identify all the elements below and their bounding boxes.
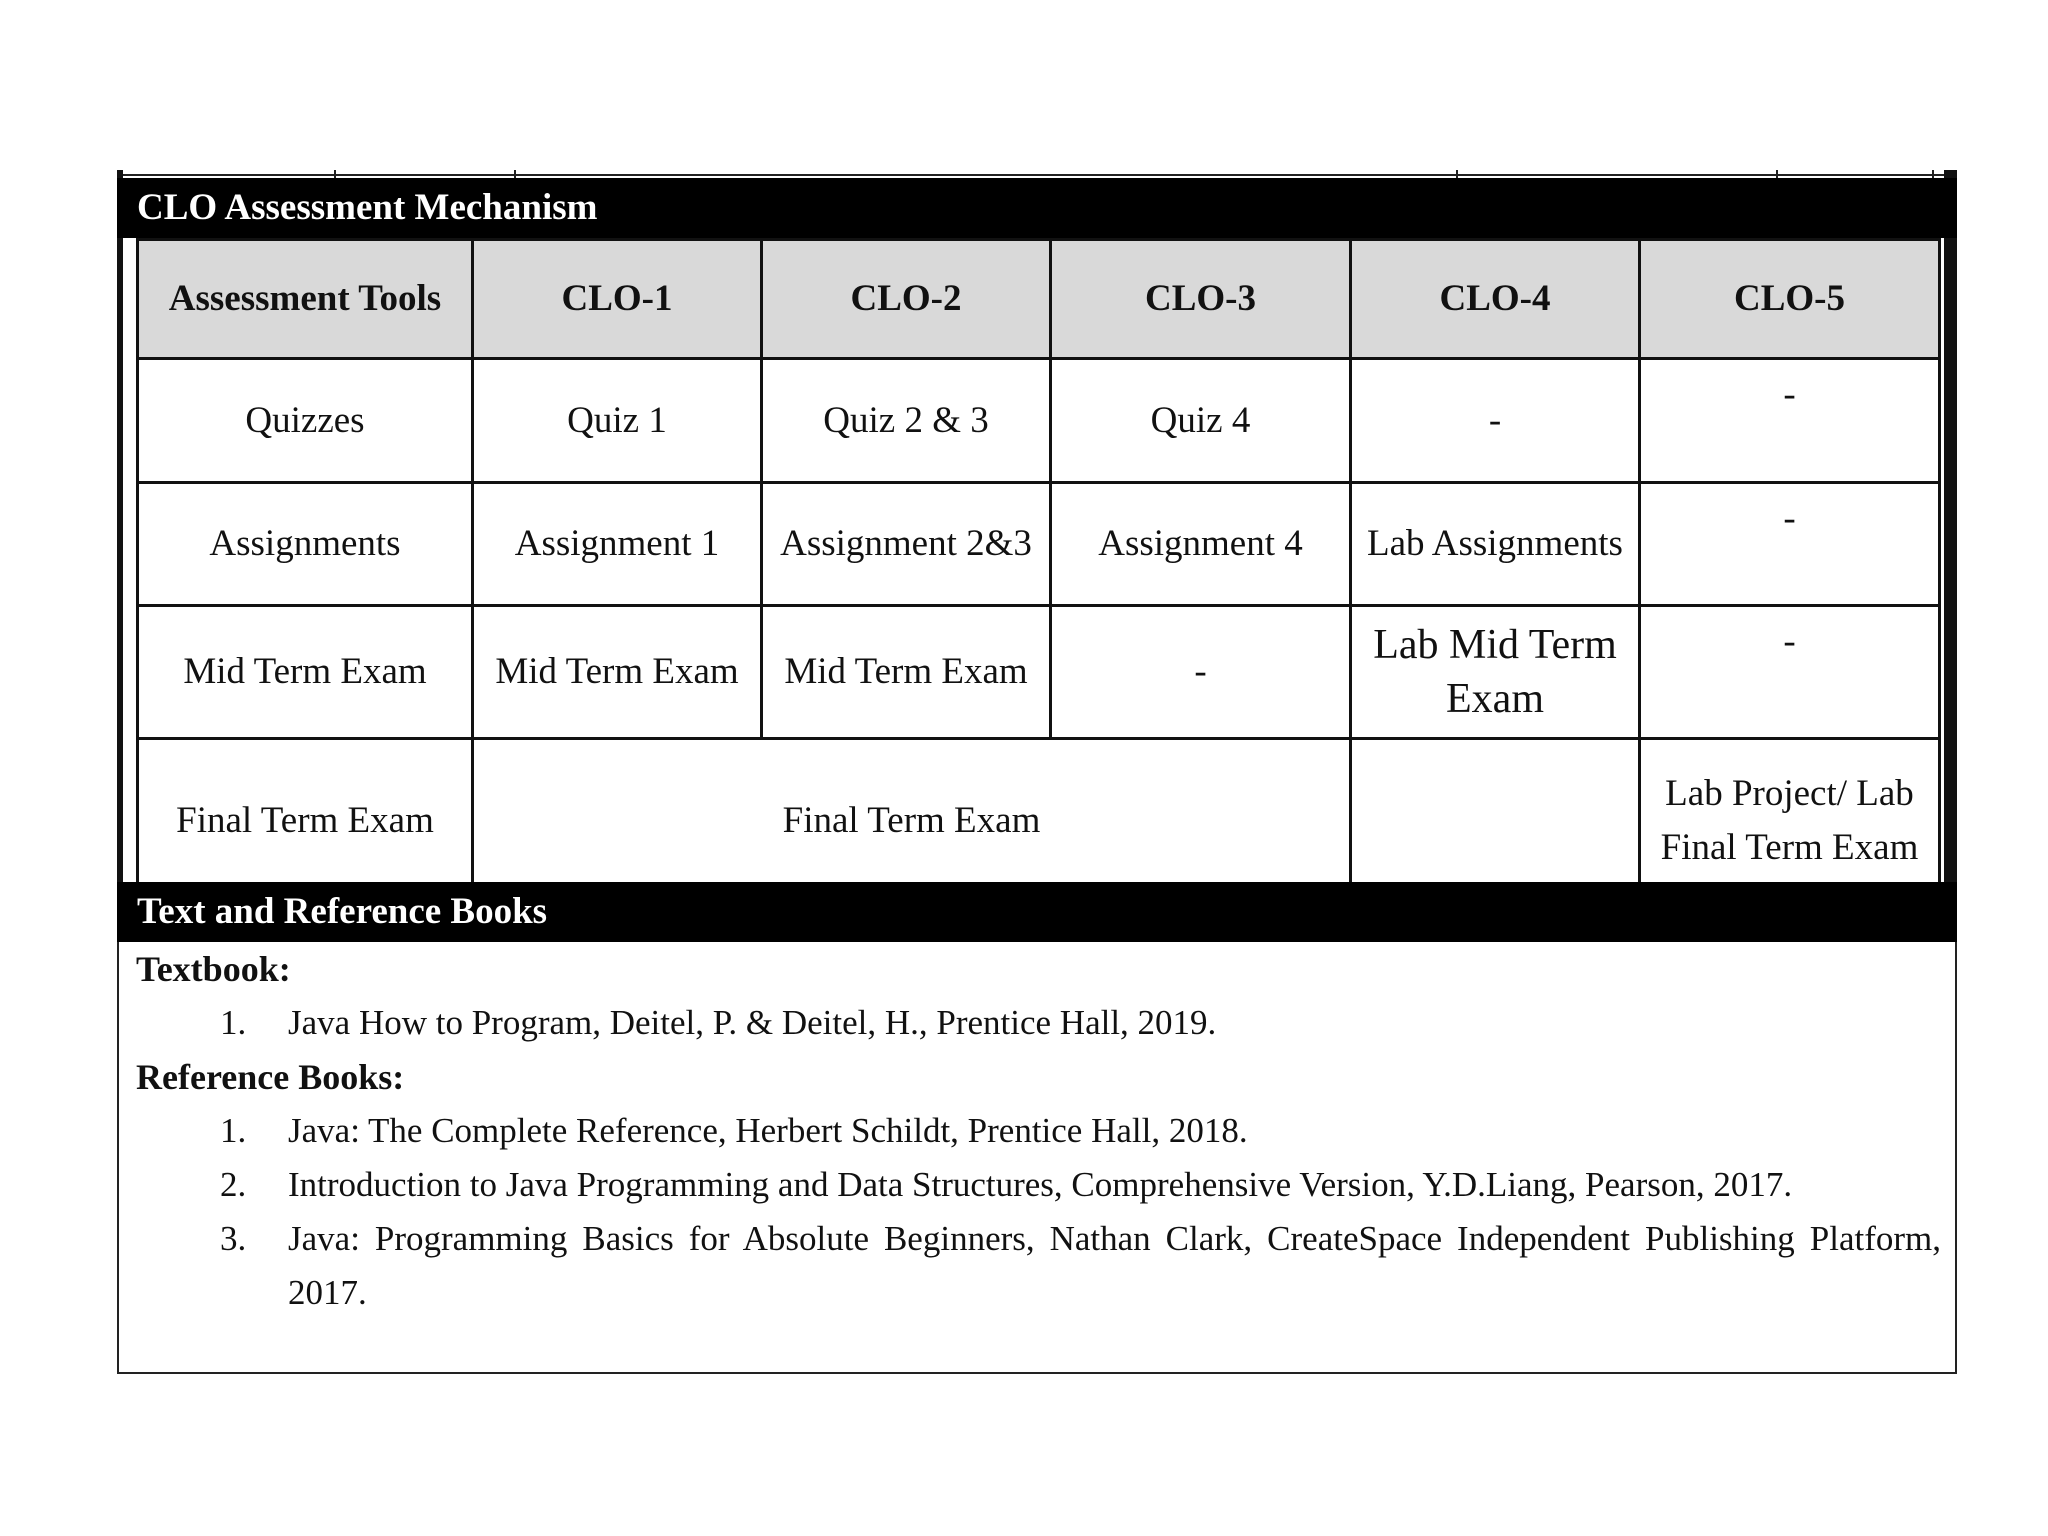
top-tick — [1456, 170, 1458, 178]
header-clo-5: CLO-5 — [1640, 240, 1940, 359]
list-number: 1. — [220, 1003, 247, 1042]
cell-clo5: - — [1640, 606, 1940, 739]
table-row-quizzes — [138, 359, 1940, 483]
cell-clo1: Assignment 1 — [473, 483, 762, 606]
header-clo-1: CLO-1 — [473, 240, 762, 359]
book-citation: Introduction to Java Programming and Data Structures, Comprehensive Version, Y.D.Liang, Pearson, 2017. — [288, 1165, 1793, 1204]
cell-clo1-to-clo3: Final Term Exam — [473, 739, 1351, 904]
clo-assessment-table — [136, 238, 1941, 905]
table-row-finalterm — [138, 739, 1940, 904]
cell-clo5: - — [1640, 359, 1940, 483]
cell-clo5: - — [1640, 483, 1940, 606]
table-row-assignments — [138, 483, 1940, 606]
top-tick — [1932, 170, 1934, 178]
book-citation: Java: Programming Basics for Absolute Beginners, Nathan Clark, CreateSpace Independent Publishing Platform, 2017. — [288, 1219, 1941, 1312]
textbook-heading: Textbook: — [136, 949, 291, 989]
cell-clo2: Assignment 2&3 — [762, 483, 1051, 606]
top-tick — [334, 170, 336, 178]
cell-clo1: Mid Term Exam — [473, 606, 762, 739]
top-tick — [1776, 170, 1778, 178]
table-header-row — [138, 240, 1940, 359]
table-row-midterm — [138, 606, 1940, 739]
cell-clo3: - — [1051, 606, 1351, 739]
list-number: 1. — [220, 1111, 247, 1150]
cell-clo4: - — [1351, 359, 1640, 483]
list-number: 3. — [220, 1219, 247, 1258]
books-section — [136, 942, 1941, 1320]
list-item — [136, 1212, 1941, 1320]
reference-heading: Reference Books: — [136, 1057, 405, 1097]
cell-clo3: Quiz 4 — [1051, 359, 1351, 483]
cell-clo4 — [1351, 739, 1640, 904]
header-clo-3: CLO-3 — [1051, 240, 1351, 359]
cell-tool: Quizzes — [138, 359, 473, 483]
frame-right-edge — [1944, 170, 1957, 882]
textbook-list — [136, 996, 1941, 1050]
books-section-title: Text and Reference Books — [117, 882, 1957, 942]
header-clo-2: CLO-2 — [762, 240, 1051, 359]
cell-tool: Assignments — [138, 483, 473, 606]
cell-clo3: Assignment 4 — [1051, 483, 1351, 606]
frame-left-edge — [117, 170, 123, 882]
cell-clo4: Lab Assignments — [1351, 483, 1640, 606]
cell-clo1: Quiz 1 — [473, 359, 762, 483]
cell-tool: Mid Term Exam — [138, 606, 473, 739]
list-item — [136, 1158, 1941, 1212]
header-assessment-tools: Assessment Tools — [138, 240, 473, 359]
book-citation: Java How to Program, Deitel, P. & Deitel, H., Prentice Hall, 2019. — [288, 1003, 1217, 1042]
cell-clo2: Quiz 2 & 3 — [762, 359, 1051, 483]
list-number: 2. — [220, 1165, 247, 1204]
reference-list — [136, 1104, 1941, 1320]
cell-clo2: Mid Term Exam — [762, 606, 1051, 739]
clo-section-title: CLO Assessment Mechanism — [117, 178, 1957, 238]
top-tick — [514, 170, 516, 178]
cell-clo5: Lab Project/ Lab Final Term Exam — [1640, 739, 1940, 904]
cell-clo4: Lab Mid Term Exam — [1351, 606, 1640, 739]
cell-tool: Final Term Exam — [138, 739, 473, 904]
book-citation: Java: The Complete Reference, Herbert Schildt, Prentice Hall, 2018. — [288, 1111, 1248, 1150]
list-item — [136, 1104, 1941, 1158]
header-clo-4: CLO-4 — [1351, 240, 1640, 359]
list-item — [136, 996, 1941, 1050]
